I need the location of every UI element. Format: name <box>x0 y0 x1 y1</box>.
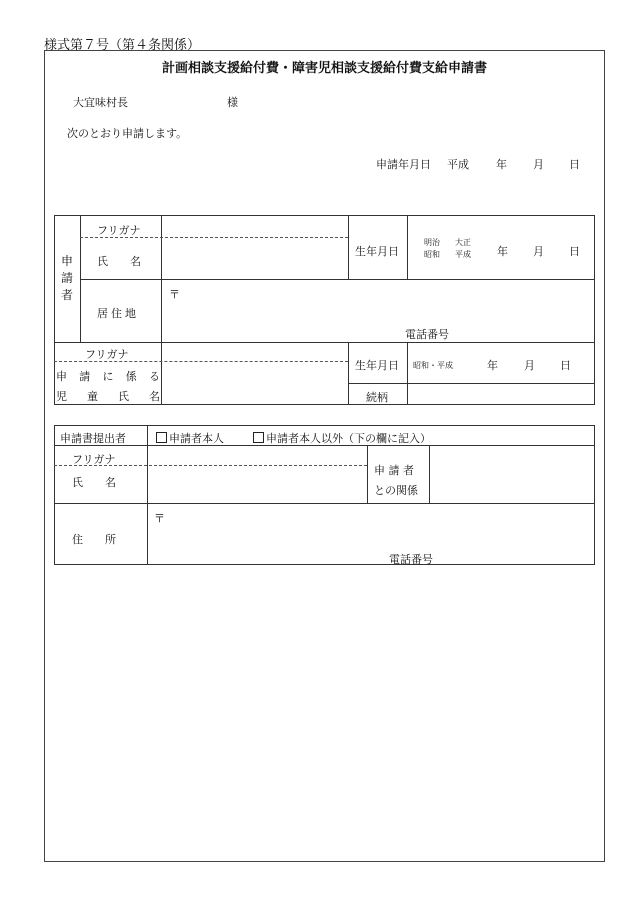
child-birth-month[interactable]: 月 <box>524 359 535 372</box>
submitter-name-input[interactable] <box>148 467 366 502</box>
applicant-furigana-input[interactable] <box>162 216 347 236</box>
checkbox-other[interactable] <box>253 432 264 443</box>
applicant-section-label: 申請者 <box>60 254 73 302</box>
checkbox-self[interactable] <box>156 432 167 443</box>
applicant-name-label: 氏 名 <box>97 255 141 268</box>
date-era: 平成 <box>447 158 469 171</box>
applicant-address-label: 居住地 <box>97 307 139 320</box>
divider <box>348 215 349 279</box>
applicant-birth-month[interactable]: 月 <box>533 245 544 258</box>
submitter-furigana-input[interactable] <box>148 446 366 464</box>
submitter-name-label: 氏 名 <box>72 476 116 489</box>
era-heisei[interactable]: 平成 <box>455 250 471 259</box>
child-birth-era[interactable]: 昭和・平成 <box>413 361 453 370</box>
submitter-address-input[interactable] <box>166 508 590 546</box>
divider <box>348 342 349 405</box>
era-meiji[interactable]: 明治 <box>424 238 440 247</box>
submitter-postal-mark: 〒 <box>154 512 165 525</box>
child-name-input[interactable] <box>162 362 347 404</box>
child-birth-year[interactable]: 年 <box>487 359 498 372</box>
applicant-birth-year[interactable]: 年 <box>497 245 508 258</box>
submitter-furigana-label: フリガナ <box>72 453 116 466</box>
addressee: 大宜味村長 <box>73 96 128 109</box>
child-birth-label: 生年月日 <box>355 359 399 372</box>
child-birth-day[interactable]: 日 <box>560 359 571 372</box>
submitter-address-label: 住 所 <box>72 533 116 546</box>
relation-label-line2: との関係 <box>374 484 418 497</box>
submitter-relation-input[interactable] <box>430 446 594 502</box>
child-relation-input[interactable] <box>408 384 594 404</box>
form-title: 計画相談支援給付費・障害児相談支援給付費支給申請書 <box>161 61 487 76</box>
intro-text: 次のとおり申請します。 <box>67 127 188 140</box>
applicant-postal-mark: 〒 <box>169 288 180 301</box>
child-furigana-label: フリガナ <box>85 348 129 361</box>
applicant-address-input[interactable] <box>180 284 590 324</box>
submitter-option-self[interactable] <box>156 430 224 446</box>
submitter-label: 申請書提出者 <box>60 432 126 445</box>
applicant-birth-day[interactable]: 日 <box>569 245 580 258</box>
divider <box>407 215 408 279</box>
era-showa[interactable]: 昭和 <box>424 250 440 259</box>
option-other-text: 申請者本人以外（下の欄に記入） <box>266 432 431 445</box>
applicant-furigana-label: フリガナ <box>97 224 141 237</box>
date-year[interactable]: 年 <box>496 158 507 171</box>
child-label-line1: 申請に係る <box>56 370 160 383</box>
divider <box>80 279 595 280</box>
relation-label-line1: 申 請 者 <box>374 464 414 477</box>
child-relation-label: 続柄 <box>366 391 388 404</box>
child-furigana-input[interactable] <box>162 343 347 360</box>
honorific: 様 <box>227 96 238 109</box>
divider <box>367 445 368 503</box>
era-taisho[interactable]: 大正 <box>455 238 471 247</box>
submitter-option-other[interactable] <box>253 430 431 446</box>
date-day[interactable]: 日 <box>569 158 580 171</box>
applicant-birth-label: 生年月日 <box>355 245 399 258</box>
applicant-phone-label: 電話番号 <box>405 328 449 341</box>
divider <box>54 503 595 504</box>
option-self-text: 申請者本人 <box>169 432 224 445</box>
date-month[interactable]: 月 <box>533 158 544 171</box>
date-label: 申請年月日 <box>376 158 431 171</box>
child-label-line2: 児童氏名 <box>56 390 160 403</box>
form-number: 様式第７号（第４条関係） <box>44 38 201 53</box>
submitter-phone-label: 電話番号 <box>389 553 433 566</box>
applicant-name-input[interactable] <box>162 238 347 278</box>
